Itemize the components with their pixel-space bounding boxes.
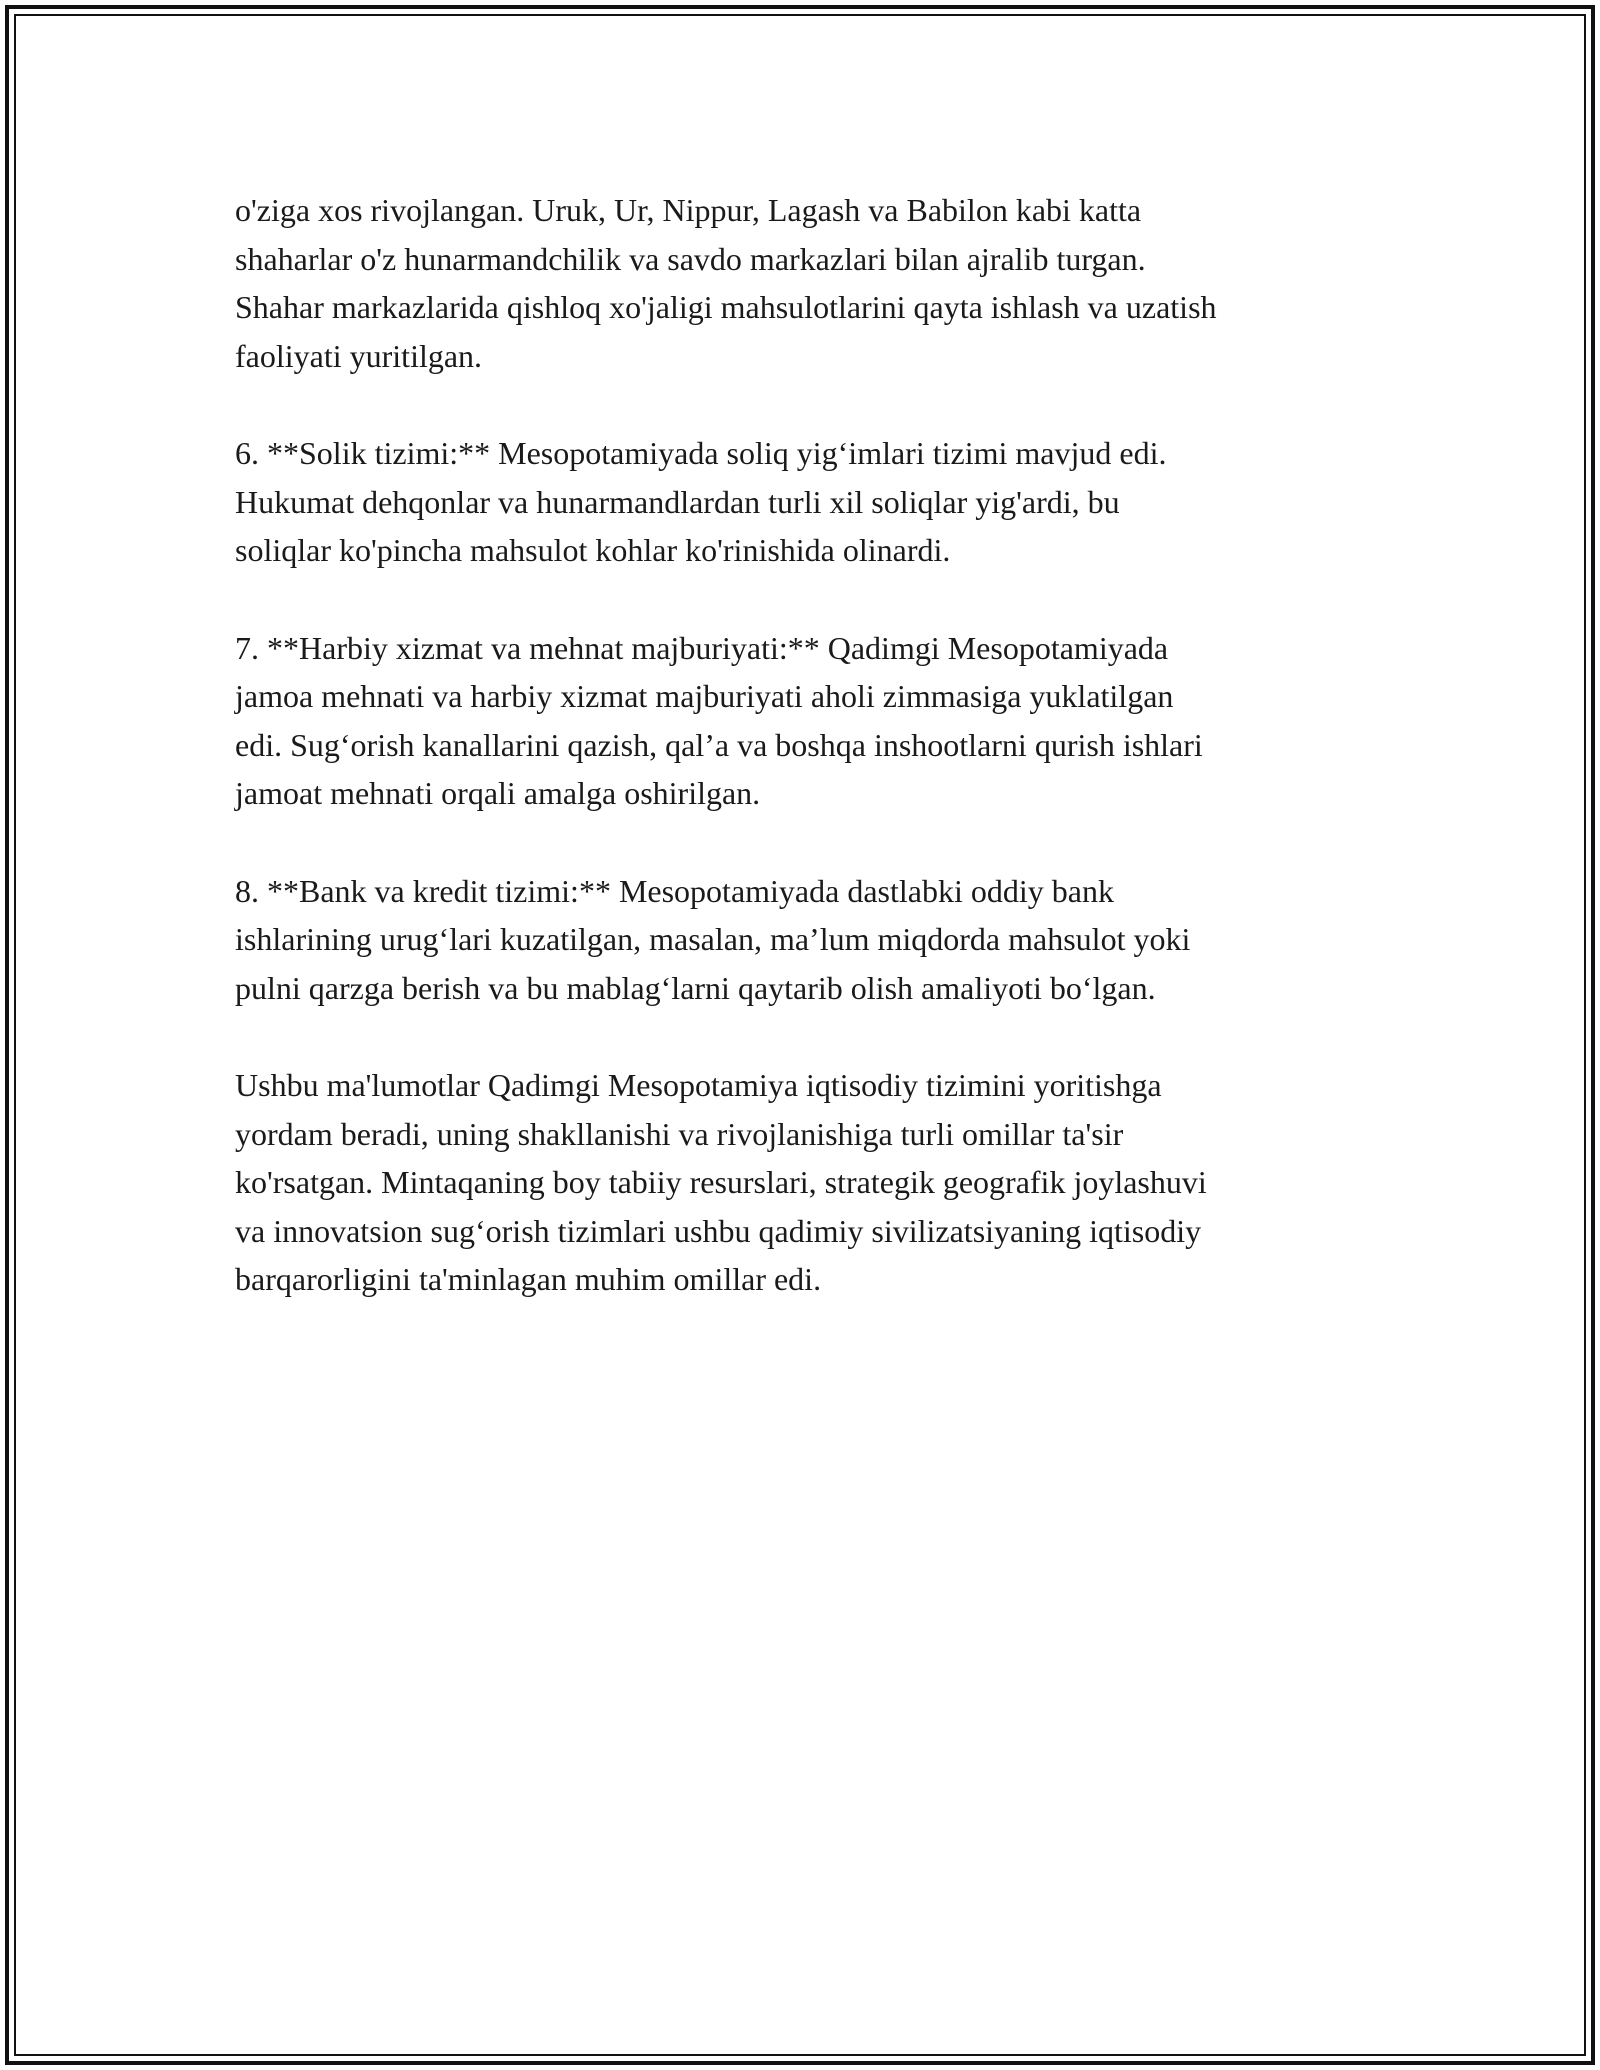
text-line: barqarorligini ta'minlagan muhim omillar edi. — [235, 1261, 822, 1297]
text-line: ishlarining urug‘lari kuzatilgan, masalan, ma’lum miqdorda mahsulot yoki — [235, 921, 1191, 957]
text-line: o'ziga xos rivojlangan. Uruk, Ur, Nippur, Lagash va Babilon kabi katta — [235, 192, 1142, 228]
paragraph-tax-system — [235, 429, 1385, 575]
text-line: Hukumat dehqonlar va hunarmandlardan turli xil soliqlar yig'ardi, bu — [235, 483, 1120, 520]
text-line: soliqlar ko'pincha mahsulot kohlar ko'rinishida olinardi. — [235, 532, 951, 568]
text-line: Ushbu ma'lumotlar Qadimgi Mesopotamiya iqtisodiy tizimini yoritishga — [235, 1067, 1162, 1103]
text-line: va innovatsion sug‘orish tizimlari ushbu qadimiy sivilizatsiyaning iqtisodiy — [235, 1212, 1202, 1249]
text-line: pulni qarzga berish va bu mablag‘larni qaytarib olish amaliyoti bo‘lgan. — [235, 969, 1156, 1006]
text-line: 6. **Solik tizimi:** Mesopotamiyada soliq yig‘imlari tizimi mavjud edi. — [235, 435, 1167, 471]
paragraph-military-labor — [235, 624, 1385, 818]
paragraph-cities — [235, 186, 1385, 380]
text-line: shaharlar o'z hunarmandchilik va savdo markazlari bilan ajralib turgan. — [235, 240, 1146, 277]
document-body — [235, 186, 1385, 1353]
text-line: ko'rsatgan. Mintaqaning boy tabiiy resurslari, strategik geografik joylashuvi — [235, 1164, 1207, 1200]
text-line: jamoat mehnati orqali amalga oshirilgan. — [235, 775, 761, 811]
text-line: jamoa mehnati va harbiy xizmat majburiyati aholi zimmasiga yuklatilgan — [235, 678, 1174, 714]
text-line: faoliyati yuritilgan. — [235, 337, 483, 374]
text-line: Shahar markazlarida qishloq xo'jaligi mahsulotlarini qayta ishlash va uzatish — [235, 289, 1217, 325]
paragraph-bank-credit — [235, 867, 1385, 1013]
text-line: yordam beradi, uning shakllanishi va rivojlanishiga turli omillar ta'sir — [235, 1115, 1124, 1152]
text-line: 8. **Bank va kredit tizimi:** Mesopotamiyada dastlabki oddiy bank — [235, 872, 1114, 909]
paragraph-conclusion — [235, 1061, 1385, 1304]
text-line: 7. **Harbiy xizmat va mehnat majburiyati:** Qadimgi Mesopotamiyada — [235, 629, 1169, 666]
text-line: edi. Sug‘orish kanallarini qazish, qal’a va boshqa inshootlarni qurish ishlari — [235, 726, 1203, 763]
